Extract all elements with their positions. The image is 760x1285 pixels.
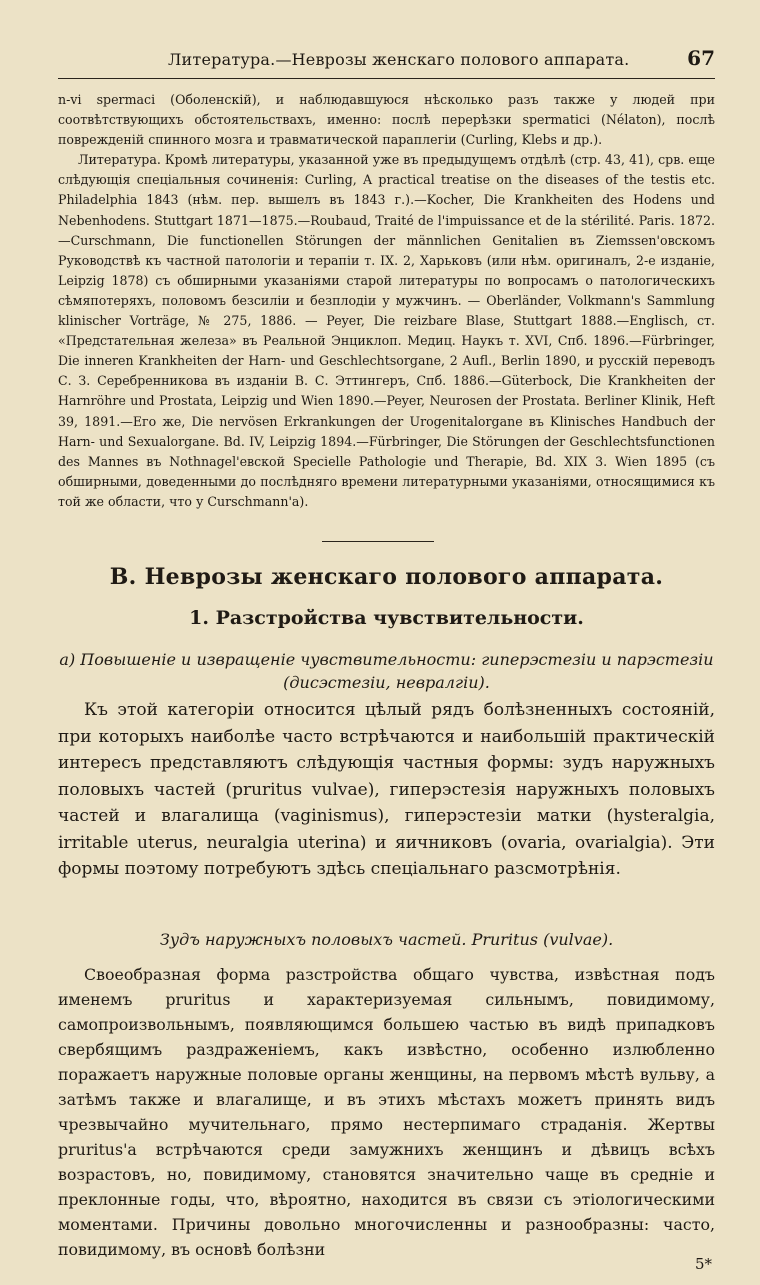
pruritus-body (58, 962, 715, 1262)
section-title: B. Неврозы женскаго полового аппарата. (109, 564, 664, 590)
pruritus-heading: Зудъ наружныхъ половыхъ частей. Pruritus (vulvae). (159, 930, 614, 949)
literature-paragraph-references: Литература. Кромѣ литературы, указанной уже въ предыдущемъ отдѣлѣ (стр. 43, 41), срв. еще слѣдующiя спецiальныя сочиненiя: Curling, A practical treatise on the diseases of the testis etc. Philadelphia 1843 (нѣм. пер. вышелъ въ 1843 г.).—Kocher, Die Krankheiten des Hodens und Nebenhodens. Stuttgart 1871—1875.—Roubaud, Traité de l'impuissance et de la stérilité. Paris. 1872.—Curschmann, Die functionellen Störungen der männlichen Genitalien въ Ziemssen'овскомъ Руководствѣ къ частной патологiи и терапiи т. IX. 2, Харьковъ (или нѣм. оригиналъ, 2-е изданiе, Leipzig 1878) съ обширными указанiями старой литературы по вопросамъ о патологическихъ сѣмяпотеряхъ, половомъ безсилiи и безплодiи у мужчинъ. — Oberländer, Volkmann's Sammlung klinischer Vorträge, № 275, 1886. — Peyer, Die reizbare Blase, Stuttgart 1888.—Englisch, ст. «Предстательная железа» въ Реальной Энциклоп. Медиц. Наукъ т. XVI, Спб. 1896.—Fürbringer, Die inneren Krankheiten der Harn- und Geschlechtsorgane, 2 Aufl., Berlin 1890, и русскiй переводъ С. З. Серебренникова въ изданiи В. С. Эттингеръ, Спб. 1886.—Güterbock, Die Krankheiten der Harnröhre und Prostata, Leipzig und Wien 1890.—Peyer, Neurosen der Prostata. Berliner Klinik, Heft 39, 1891.—Его же, Die nervösen Erkrankungen der Urogenitalorgane въ Klinisches Handbuch der Harn- und Sexualorgane. Bd. IV, Leipzig 1894.—Fürbringer, Die Störungen der Geschlechtsfunctionen des Mannes въ Nothnagel'евской Specielle Pathologie und Therapie, Bd. XIX 3. Wien 1895 (съ обширными, доведенными до послѣдняго времени литературными указанiями, относящимися къ той же области, что у Curschmann'a). (58, 152, 715, 509)
running-header (58, 46, 715, 79)
subsubsection-title-line-2: (дисэстезiи, невралгiи). (283, 673, 490, 692)
intro-body (58, 697, 715, 883)
literature-paragraph-continuation: n-vi spermaci (Оболенскiй), и наблюдавшуюся нѣсколько разъ также у людей при соотвѣтствующихъ обстоятельствахъ, именно: послѣ перерѣзки spermatici (Nélaton), послѣ поврежденiй спинного мозга и травматической параплегiи (Curling, Klebs и др.). (58, 92, 715, 148)
intro-paragraph: Къ этой категорiи относится цѣлый рядъ болѣзненныхъ состоянiй, при которыхъ наиболѣе часто встрѣчаются и наибольшiй практическiй интересъ представляютъ слѣдующiя частныя формы: зудъ наружныхъ половыхъ частей (pruritus vulvae), гиперэстезiя наружныхъ половыхъ частей и влагалища (vaginismus), гиперэстезiи матки (hysteralgia, irritable uterus, neuralgia uterina) и яичниковъ (ovaria, ovarialgia). Эти формы поэтому потребуютъ здѣсь спецiальнаго разсмотрѣнiя. (58, 700, 715, 879)
subsection-title: 1. Разстройства чувствительности. (189, 607, 584, 629)
printer-signature-mark: 5* (694, 1255, 712, 1273)
literature-block (58, 90, 715, 512)
page-number: 67 (687, 46, 715, 70)
subsubsection-title-line-1: а) Повышенiе и извращенiе чувствительности: гиперэстезiи и парэстезiи (59, 650, 714, 669)
running-header-title: Литература.—Неврозы женскаго полового аппарата. (168, 50, 630, 69)
pruritus-paragraph: Своеобразная форма разстройства общаго чувства, извѣстная подъ именемъ pruritus и характеризуемая сильнымъ, повидимому, самопроизвольнымъ, появляющимся большею частью въ видѣ припадковъ свербящимъ раздраженiемъ, какъ извѣстно, особенно излюбленно поражаетъ наружные половые органы женщины, на первомъ мѣстѣ вульву, а затѣмъ также и влагалище, и въ этихъ мѣстахъ можетъ принять видъ чрезвычайно мучительнаго, прямо нестерпимаго страданiя. Жертвы pruritus'а встрѣчаются среди замужнихъ женщинъ и дѣвицъ всѣхъ возрастовъ, но, повидимому, становятся значительно чаще въ среднiе и преклонные годы, что, вѣроятно, находится въ связи съ этiологическими моментами. Причины довольно многочисленны и разнообразны: часто, повидимому, въ основѣ болѣзни (58, 965, 715, 1259)
section-divider (322, 541, 434, 542)
subsubsection-title (58, 648, 715, 694)
